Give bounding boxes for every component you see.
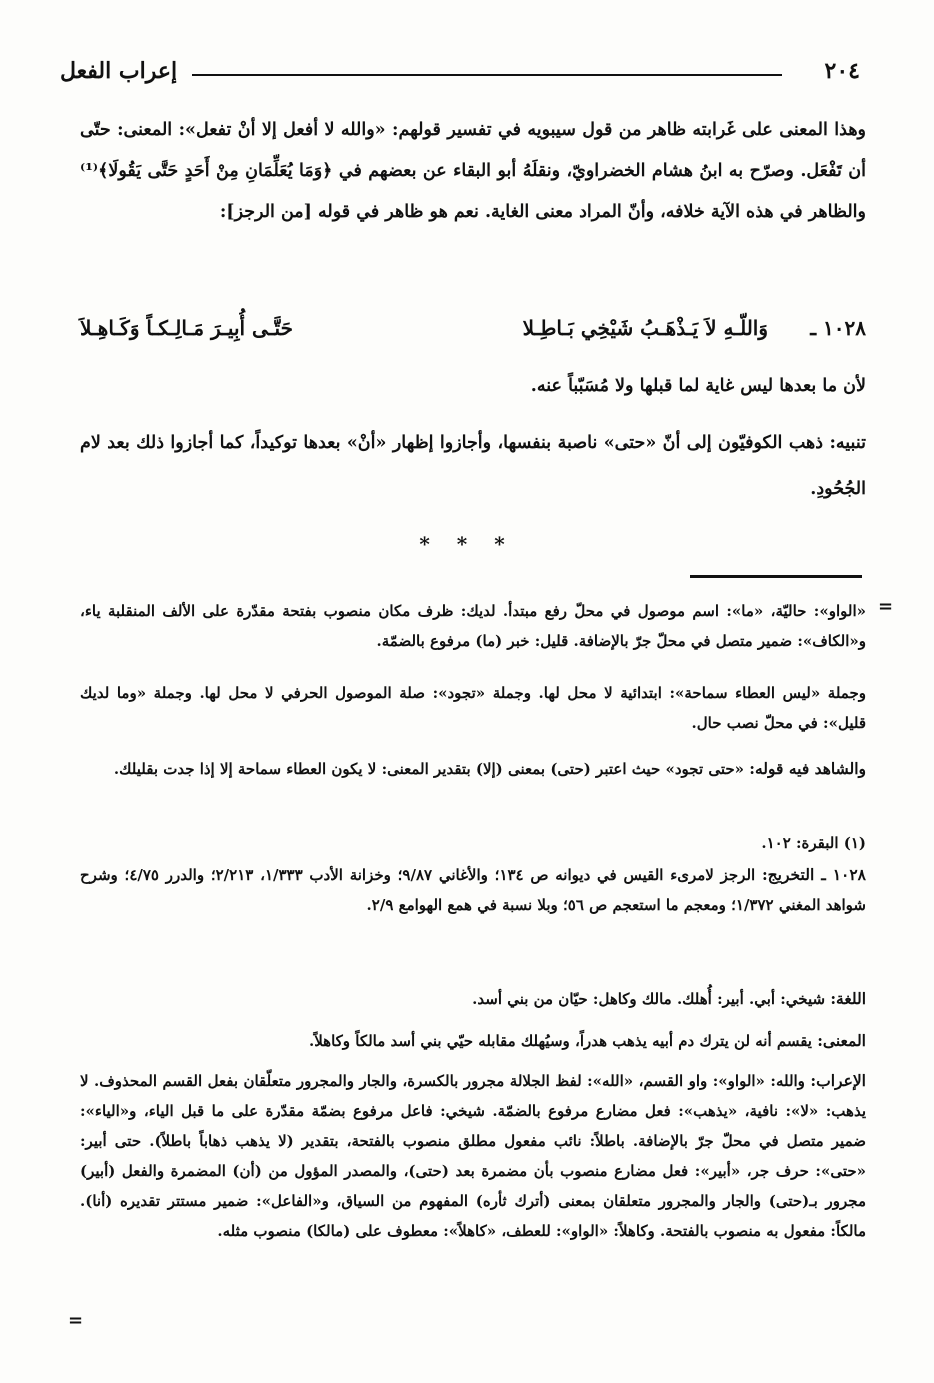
footnote-p1: «الواو»: حاليّة، «ما»: اسم موصول في محلّ رفع مبتدأ. لديك: ظرف مكان منصوب بفتحة مقدّرة على الألف المنقلبة ياء، و«الكاف»: ضمير متصل في محلّ جرّ بالإضافة. قليل: خبر (ما) مرفوع بالضمّة. (80, 602, 866, 650)
running-title: إعراب الفعل (60, 58, 178, 84)
irab-label: الإعراب: (810, 1071, 866, 1090)
main-paragraph: وهذا المعنى على غَرابته ظاهر من قول سيبويه في تفسير قولهم: «والله لا أفعل إلا أنْ تفعل»: المعنى: حتّى أن تَفْعَل. وصرّح به ابنُ هشام الخضراويّ، ونقلَهُ أبو البقاء عن بعضهم في ﴿وَمَا يُعَلِّمَانِ مِنْ أَحَدٍ حَتَّى يَقُولَا﴾⁽¹⁾ والظاهر في هذه الآية خلافه، وأنّ المراد معنى الغاية. نعم هو ظاهر في قوله [من الرجز]: (80, 120, 866, 222)
irab-block (80, 1066, 866, 1246)
lugha-block (80, 984, 866, 1014)
shahid-label: والشاهد فيه قوله: (749, 759, 866, 778)
continuation-mark: = (878, 596, 894, 617)
note-label: تنبيه: (829, 433, 866, 453)
maana-label: المعنى: (817, 1031, 866, 1050)
lugha-label: اللغة: (830, 989, 866, 1008)
note-paragraph (80, 420, 866, 512)
footnote-block-3 (80, 754, 866, 784)
verse-number: ١٠٢٨ ـ (810, 316, 866, 340)
main-text (80, 110, 866, 233)
takhrij-label: ١٠٢٨ ـ التخريج: (761, 865, 866, 884)
footnote-p2: وجملة «ليس العطاء سماحة»: ابتدائية لا محل لها. وجملة «تجود»: صلة الموصول الحرفي لا محل لها. وجملة «وما لديك قليل»: في محلّ نصب حال. (80, 684, 866, 732)
section-separator: * * * (419, 532, 515, 556)
footnote-1-text: (١) البقرة: ١٠٢. (761, 834, 866, 852)
maana-text: يقسم أنه لن يترك دم أبيه يذهب هدراً، وسيُهلك مقابله حيّي بني أسد مالكاً وكاهلاً. (309, 1032, 812, 1050)
footnote-block-2 (80, 678, 866, 738)
verse-hemistich-second: حَتَّـى أُبِيـرَ مَـالِـكـاً وَكَـاهِـلاَ (80, 316, 293, 340)
footnote-rule (690, 575, 862, 578)
shahid-text: «حتى تجود» حيث اعتبر (حتى) بمعنى (إلا) بتقدير المعنى: لا يكون العطاء سماحة إلا إذا جدت بقليلك. (113, 760, 745, 778)
header-rule (192, 74, 782, 76)
takhrij-text: الرجز لامرىء القيس في ديوانه ص ١٣٤؛ والأغاني ٩/٨٧؛ وخزانة الأدب ١/٣٣٣، ٢/٢١٣؛ والدرر ٤/٧٥؛ وشرح شواهد المغني ١/٣٧٢؛ ومعجم ما استعجم ص ٥٦؛ وبلا نسبة في همع الهوامع ٢/٩. (80, 866, 866, 914)
page-number: ٢٠٤ (824, 58, 860, 84)
lugha-text: شيخي: أبي. أبير: أُهلك. مالك وكاهل: حيّان من بني أسد. (472, 990, 826, 1008)
footnote-block-1 (80, 596, 866, 656)
end-continuation-mark: = (68, 1310, 84, 1331)
irab-text: والله: «الواو»: واو القسم، «الله»: لفظ الجلالة مجرور بالكسرة، والجار والمجرور متعلّقان بفعل القسم المحذوف. لا يذهب: «لا»: نافية، «يذهب»: فعل مضارع مرفوع بالضمّة. شيخي: فاعل مرفوع بضمّة مقدّرة على ما قبل الياء، و«الياء»: ضمير متصل في محلّ جرّ بالإضافة. باطلاً: نائب مفعول مطلق منصوب بالفتحة، بتقدير (لا يذهب ذهاباً باطلاً). حتى أبير: «حتى»: حرف جر، «أبير»: فعل مضارع منصوب بأن مضمرة بعد (حتى)، والمصدر المؤول من (أن) المضمرة والفعل (أبير) مجرور بـ(حتى) والجار والمجرور متعلقان بمعنى (أترك ثأره) المفهوم من السياق، و«الفاعل»: ضمير مستتر تقديره (أنا). مالكاً: مفعول به منصوب بالفتحة. وكاهلاً: «الواو»: للعطف، «كاهلاً»: معطوف على (مالكا) منصوب مثله. (80, 1072, 867, 1240)
poetry-verse (80, 308, 866, 352)
page-header (60, 54, 860, 90)
footnote-one (80, 828, 866, 858)
post-verse-text: لأن ما بعدها ليس غاية لما قبلها ولا مُسَبّباً عنه. (530, 376, 866, 396)
maana-block (80, 1026, 866, 1056)
takhrij-block (80, 860, 866, 920)
note-text: ذهب الكوفيّون إلى أنّ «حتى» ناصبة بنفسها، وأجازوا إظهار «أنْ» بعدها توكيداً، كما أجازوا ذلك بعد لام الجُحُودِ. (80, 433, 866, 499)
verse-hemistich-first: وَاللّـهِ لاَ يَـذْهَـبُ شَيْخِي بَـاطِـلا (522, 316, 768, 340)
